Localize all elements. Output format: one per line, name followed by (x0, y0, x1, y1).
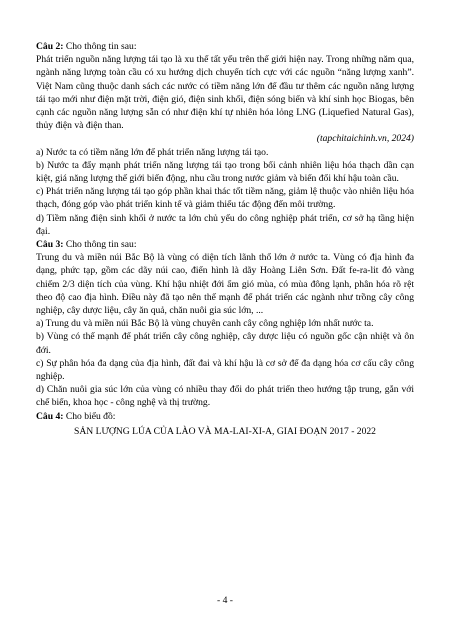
question-2-passage: Phát triển nguồn năng lượng tái tạo là xu thế tất yếu trên thế giới hiện nay. Trong những năm qua, ngành năng lượng toàn cầu có xu hướng dịch chuyển tích cực với các nguồn “năng lượng xanh”. Việt Nam cũng thuộc danh sách các nước có tiềm năng lớn để đầu tư thêm các nguồn năng lượng tái tạo mới như điện mặt trời, điện gió, điện sinh khối, điện sóng biển và khí sinh học Biogas, bên cạnh các nguồn năng lượng sẵn có như điện khí tự nhiên hóa lỏng LNG (Liquefied Natural Gas), thủy điện và điện than. (36, 54, 414, 132)
question-3-header (36, 238, 414, 251)
question-2-source: (tapchitaichinh.vn, 2024) (316, 133, 414, 145)
question-3-option-d: d) Chăn nuôi gia súc lớn của vùng có nhiều thay đổi do phát triển theo hướng tập trung, gắn với chế biến, khoa học - công nghệ và thị trường. (36, 384, 414, 409)
question-2-option-c: c) Phát triển năng lượng tái tạo góp phần khai thác tốt tiềm năng, giảm lệ thuộc vào nhiên liệu hóa thạch, đóng góp vào phát triển kinh tế và giảm thiểu tác động đến môi trường. (36, 186, 414, 211)
question-3-option-a: a) Trung du và miền núi Bắc Bộ là vùng chuyên canh cây công nghiệp lớn nhất nước ta. (36, 318, 374, 330)
question-3-option-c: c) Sự phân hóa đa dạng của địa hình, đất đai và khí hậu là cơ sở để đa dạng hóa cơ cấu cây công nghiệp. (36, 357, 414, 383)
chart-title: SẢN LƯỢNG LÚA CỦA LÀO VÀ MA-LAI-XI-A, GIAI ĐOẠN 2017 - 2022 (74, 425, 376, 437)
question-3-intro: Cho thông tin sau: (65, 239, 137, 251)
question-2-label: Câu 2: (36, 41, 64, 52)
question-2-option-d: d) Tiềm năng điện sinh khối ở nước ta lớn chủ yếu do công nghiệp phát triển, cơ sở hạ tầng hiện đại. (36, 212, 414, 237)
question-4-header (36, 410, 414, 423)
question-2-option-b: b) Nước ta đẩy mạnh phát triển năng lượng tái tạo trong bối cảnh nhiên liệu hóa thạch dần cạn kiệt, giá năng lượng thế giới biến động, nhu cầu trong nước giảm và biến đổi khí hậu toàn cầu. (36, 159, 414, 185)
question-3-label: Câu 3: (36, 239, 64, 251)
question-3-passage: Trung du và miền núi Bắc Bộ là vùng có diện tích lãnh thổ lớn ở nước ta. Vùng có địa hình đa dạng, phức tạp, gồm các dãy núi cao, điển hình là dãy Hoàng Liên Sơn. Đất fe-ra-lit đỏ vàng chiếm 2/3 diện tích của vùng. Khí hậu nhiệt đới ẩm gió mùa, có mùa đông lạnh, phân hóa rõ rệt theo độ cao địa hình. Điều này đã tạo nên thế mạnh để phát triển các ngành như trồng cây công nghiệp, cây dược liệu, cây ăn quả, chăn nuôi gia súc lớn, ... (36, 252, 414, 317)
question-2-intro: Cho thông tin sau: (65, 41, 137, 52)
question-2-option-a: a) Nước ta có tiềm năng lớn để phát triển năng lượng tái tạo. (36, 146, 269, 158)
question-4-label: Câu 4: (36, 410, 64, 422)
page-number: - 4 - (217, 595, 233, 606)
question-2-header (36, 40, 414, 53)
question-4-intro: Cho biểu đồ: (65, 410, 116, 422)
question-3-option-b: b) Vùng có thế mạnh để phát triển cây công nghiệp, cây dược liệu có nguồn gốc cận nhiệt và ôn đới. (36, 331, 414, 356)
page-content (36, 40, 414, 438)
